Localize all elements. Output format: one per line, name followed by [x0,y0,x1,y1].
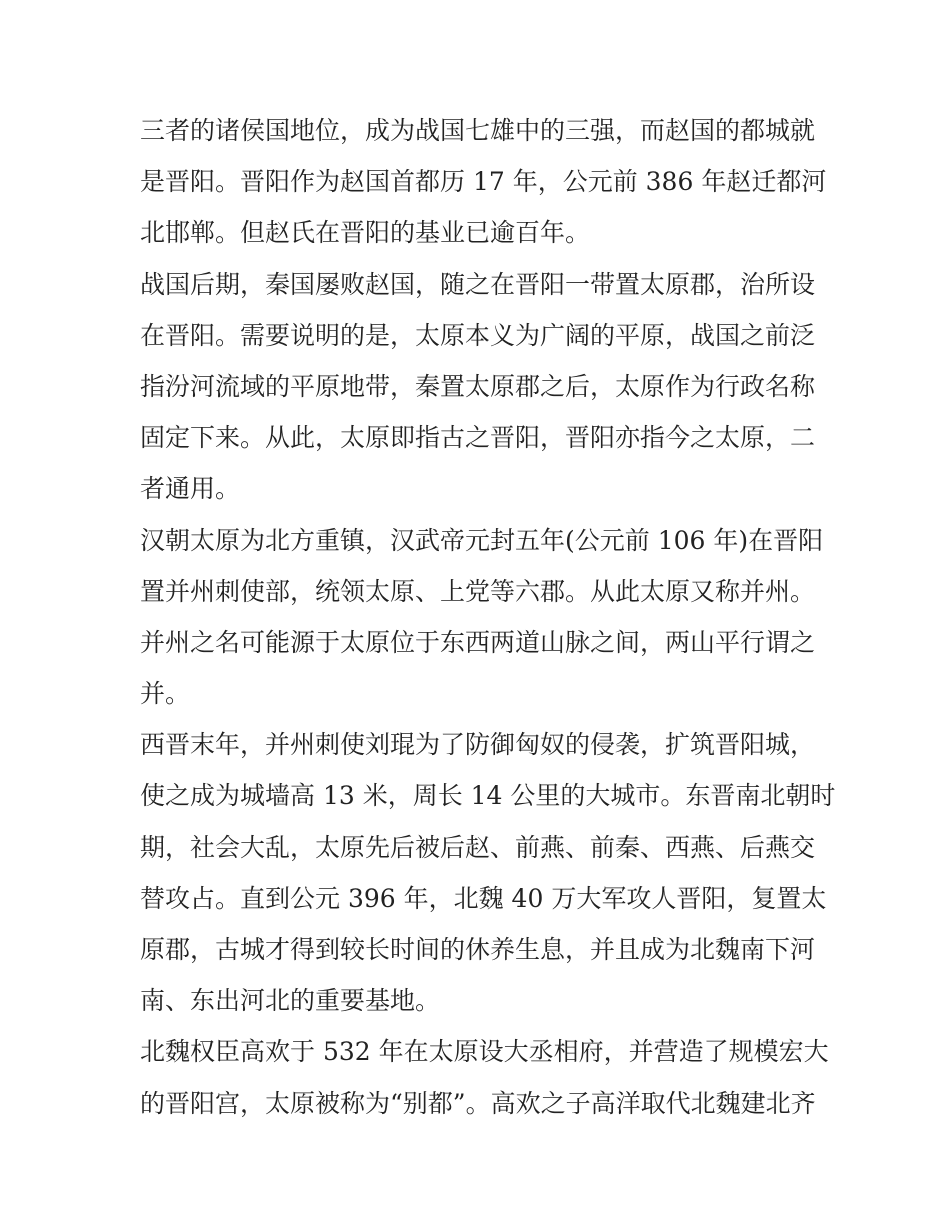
text-line: 在晋阳。需要说明的是，太原本义为广阔的平原，战国之前泛 [140,320,816,350]
text-line: 并州之名可能源于太原位于东西两道山脉之间，两山平行谓之 [140,627,816,657]
text-line: 置并州刺使部，统领太原、上党等六郡。从此太原又称并州。 [140,576,816,606]
text-line: 西晋末年，并州刺使刘琨为了防御匈奴的侵袭，扩筑晋阳城， [140,730,816,760]
paragraph-2 [140,259,816,515]
text-line: 固定下来。从此，太原即指古之晋阳，晋阳亦指今之太原，二 [140,423,816,453]
paragraph-3 [140,515,824,720]
paragraph-1 [140,105,827,259]
paragraph-5 [140,1026,829,1128]
paragraph-4 [140,719,836,1026]
text-line: 使之成为城墙高 13 米，周长 14 公里的大城市。东晋南北朝时 [140,781,836,811]
text-line: 替攻占。直到公元 396 年，北魏 40 万大军攻人晋阳，复置太 [140,883,827,913]
text-line: 南、东出河北的重要基地。 [140,986,441,1016]
text-line: 是晋阳。晋阳作为赵国首都历 17 年，公元前 386 年赵迁都河 [140,167,827,197]
text-line: 汉朝太原为北方重镇，汉武帝元封五年(公元前 106 年)在晋阳 [140,525,824,555]
text-line: 战国后期，秦国屡败赵国，随之在晋阳一带置太原郡，治所设 [140,269,816,299]
text-line: 者通用。 [140,474,241,504]
text-line: 三者的诸侯国地位，成为战国七雄中的三强，而赵国的都城就 [140,116,816,145]
text-line: 指汾河流域的平原地带，秦置太原郡之后，太原作为行政名称 [140,371,816,401]
text-line: 的晋阳宫，太原被称为“别都”。高欢之子高洋取代北魏建北齐 [140,1088,816,1118]
text-line: 期，社会大乱，太原先后被后赵、前燕、前秦、西燕、后燕交 [140,832,816,862]
text-line: 北魏权臣高欢于 532 年在太原设大丞相府，并营造了规模宏大 [140,1037,829,1067]
text-line: 北邯郸。但赵氏在晋阳的基业已逾百年。 [140,218,591,248]
document-page [140,105,836,1129]
text-line: 原郡，古城才得到较长时间的休养生息，并且成为北魏南下河 [140,935,816,964]
text-line: 并。 [140,679,191,709]
